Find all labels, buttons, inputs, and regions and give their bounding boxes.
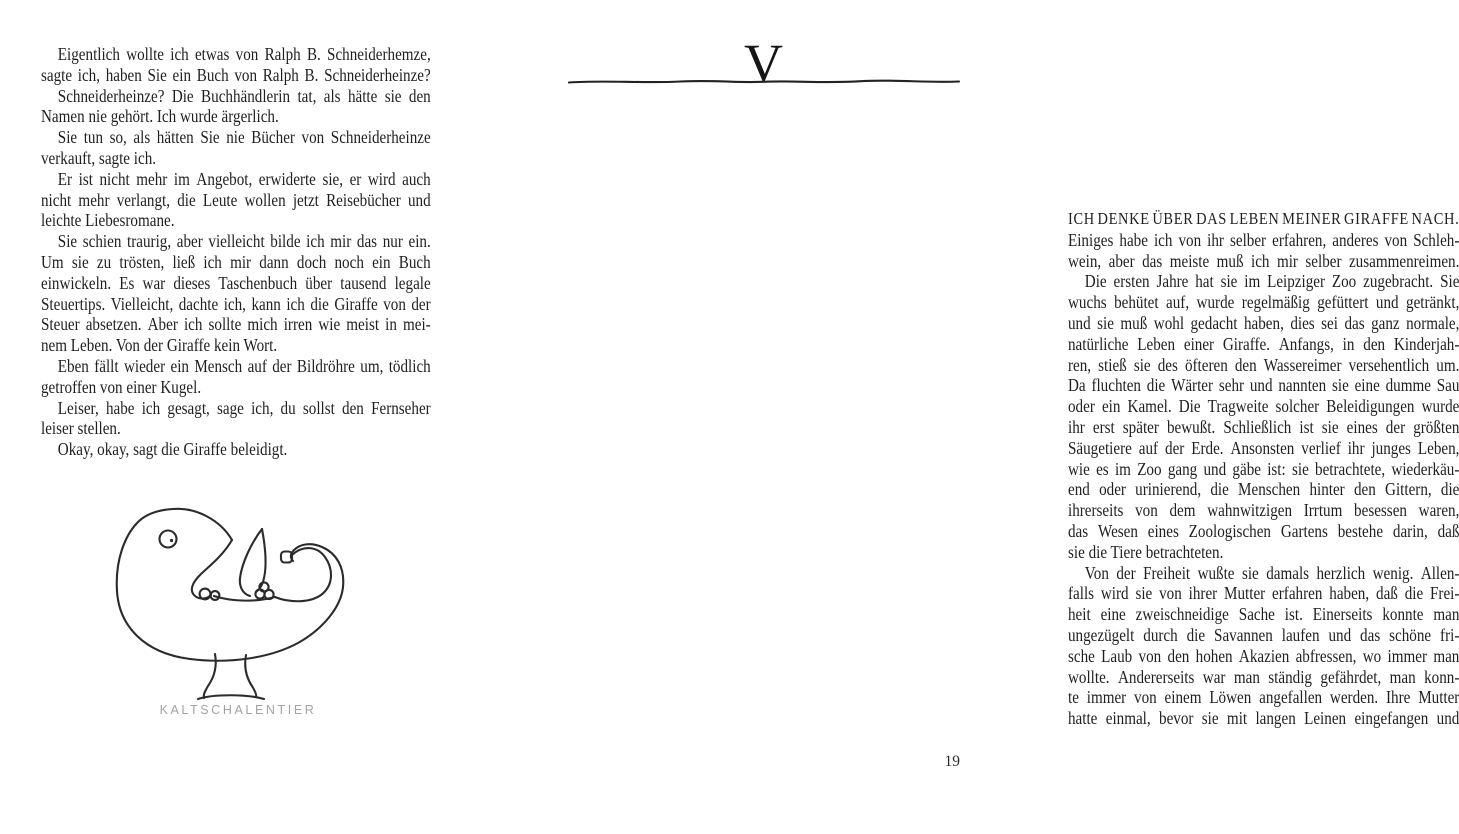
text-line: leiser stellen. bbox=[41, 418, 121, 439]
text-line: Um sie zu trösten, ließ ich mir dann doch noch ein Buch bbox=[41, 251, 431, 272]
text-line: getroffen von einer Kugel. bbox=[41, 376, 202, 397]
text-line: sie die Tiere betrachteten. bbox=[1068, 541, 1224, 562]
text-line: Von der Freiheit wußte sie damals herzlich wenig. Allen- bbox=[1084, 562, 1459, 583]
kaltschalentier-illustration bbox=[105, 495, 365, 730]
text-line: sche Laub von den hohen Akazien abfressen, wo immer man bbox=[1068, 645, 1459, 666]
text-line: Sie schien traurig, aber vielleicht bilde ich mir das nur ein. bbox=[57, 231, 431, 252]
text-line: Namen nie gehört. Ich wurde ärgerlich. bbox=[41, 106, 279, 127]
text-line: wuchs behütet auf, wurde regelmäßig gefüttert und getränkt, bbox=[1068, 292, 1459, 313]
text-line: Die ersten Jahre hat sie im Leipziger Zoo zugebracht. Sie bbox=[1084, 271, 1459, 292]
chapter-numeral: V bbox=[744, 33, 783, 93]
text-line: und sie muß wohl gedacht haben, dies sei das ganz normale, bbox=[1068, 312, 1459, 333]
text-line: ihr erst später bewußt. Schließlich ist sie eines der größten bbox=[1068, 416, 1459, 437]
text-line: Einiges habe ich von ihr selber erfahren, anderes von Schleh- bbox=[1068, 229, 1459, 250]
pebbles-right bbox=[255, 582, 273, 599]
text-line: nicht mehr verlangt, die Leute wollen jetzt Reisebücher und bbox=[41, 189, 431, 210]
right-page bbox=[500, 0, 1459, 834]
text-line: ren, stieß sie des öfteren den Wassereimer versehentlich um. bbox=[1068, 354, 1459, 375]
text-line: Eben fällt wieder ein Mensch auf der Bildröhre um, tödlich bbox=[57, 355, 431, 376]
creature-ear-leaf bbox=[240, 529, 266, 596]
text-line: das Wesen eines Zoologischen Gartens bestehe darin, daß bbox=[1068, 520, 1459, 541]
left-page bbox=[0, 0, 500, 834]
creature-beak bbox=[192, 540, 232, 599]
text-line: wollte. Andererseits war man ständig gefährdet, man konn- bbox=[1068, 666, 1459, 687]
page-number: 19 bbox=[944, 753, 960, 770]
text-line: Säugetiere auf der Erde. Ansonsten verlief ihr junges Leben, bbox=[1068, 437, 1459, 458]
text-line: sagte ich, haben Sie ein Buch von Ralph B. Schneiderheinze? bbox=[41, 64, 431, 85]
text-line: heit eine zweischneidige Sache ist. Einerseits konnte man bbox=[1068, 604, 1459, 625]
text-line: falls wird sie von ihrer Mutter erfahren haben, daß die Frei- bbox=[1068, 583, 1459, 604]
text-line: ICH DENKE ÜBER DAS LEBEN MEINER GIRAFFE NACH. bbox=[1068, 209, 1459, 228]
text-line: te immer von einem Löwen angefallen werden. Ihre Mutter bbox=[1068, 687, 1459, 708]
text-line: natürliche Leben einer Giraffe. Anfangs, in den Kinderjah- bbox=[1068, 333, 1459, 354]
text-line: ungezügelt durch die Savannen laufen und das schöne fri- bbox=[1068, 624, 1459, 645]
text-line: leichte Liebesromane. bbox=[41, 210, 175, 231]
left-text-column bbox=[41, 44, 431, 460]
text-line: Sie tun so, als hätten Sie nie Bücher von Schneiderheinze bbox=[57, 127, 431, 148]
creature-body-outline bbox=[117, 509, 344, 661]
text-line: Steuertips. Vielleicht, dachte ich, kann ich die Giraffe von der bbox=[41, 293, 431, 314]
text-line: Schneiderheinze? Die Buchhändlerin tat, als hätte sie den bbox=[57, 85, 431, 106]
text-line: nem Leben. Von der Giraffe kein Wort. bbox=[41, 335, 278, 356]
creature-eye bbox=[160, 531, 177, 548]
illustration-caption: KALTSCHALENTIER bbox=[159, 703, 317, 717]
text-line: hatte einmal, bevor sie mit langen Leinen eingefangen und bbox=[1068, 708, 1459, 729]
text-line: oder ein Kamel. Die Tragweite solcher Beleidigungen wurde bbox=[1068, 396, 1459, 417]
text-line: Steuer absetzen. Aber ich sollte mich irren wie meist in mei- bbox=[41, 314, 431, 335]
chapter-rule bbox=[566, 74, 962, 88]
hand-drawn-rule-line bbox=[569, 81, 959, 83]
pebbles-left bbox=[200, 589, 220, 600]
text-line: verkauft, sagte ich. bbox=[41, 147, 157, 168]
text-line: wein, aber das meiste muß ich mir selber zusammenreimen. bbox=[1068, 250, 1459, 271]
text-line: Okay, okay, sagt die Giraffe beleidigt. bbox=[57, 439, 288, 460]
text-line: Er ist nicht mehr im Angebot, erwiderte sie, er wird auch bbox=[57, 168, 431, 189]
text-line: ihrerseits von dem wahnwitzigen Irrtum besessen waren, bbox=[1068, 500, 1459, 521]
text-line: Da fluchten die Wärter sehr und nannten sie eine dumme Sau bbox=[1068, 375, 1459, 396]
text-line: wie es im Zoo gang und gäbe ist: sie betrachtete, wiederkäu- bbox=[1068, 458, 1459, 479]
right-text-column bbox=[1068, 209, 1459, 729]
text-line: Leiser, habe ich gesagt, sage ich, du sollst den Fernseher bbox=[57, 397, 431, 418]
text-line: einwickeln. Es war dieses Taschenbuch über tausend legale bbox=[41, 272, 431, 293]
text-line: Eigentlich wollte ich etwas von Ralph B. Schneiderhemze, bbox=[57, 44, 431, 64]
text-line: end oder urinierend, die Menschen hinter den Gittern, die bbox=[1068, 479, 1459, 500]
